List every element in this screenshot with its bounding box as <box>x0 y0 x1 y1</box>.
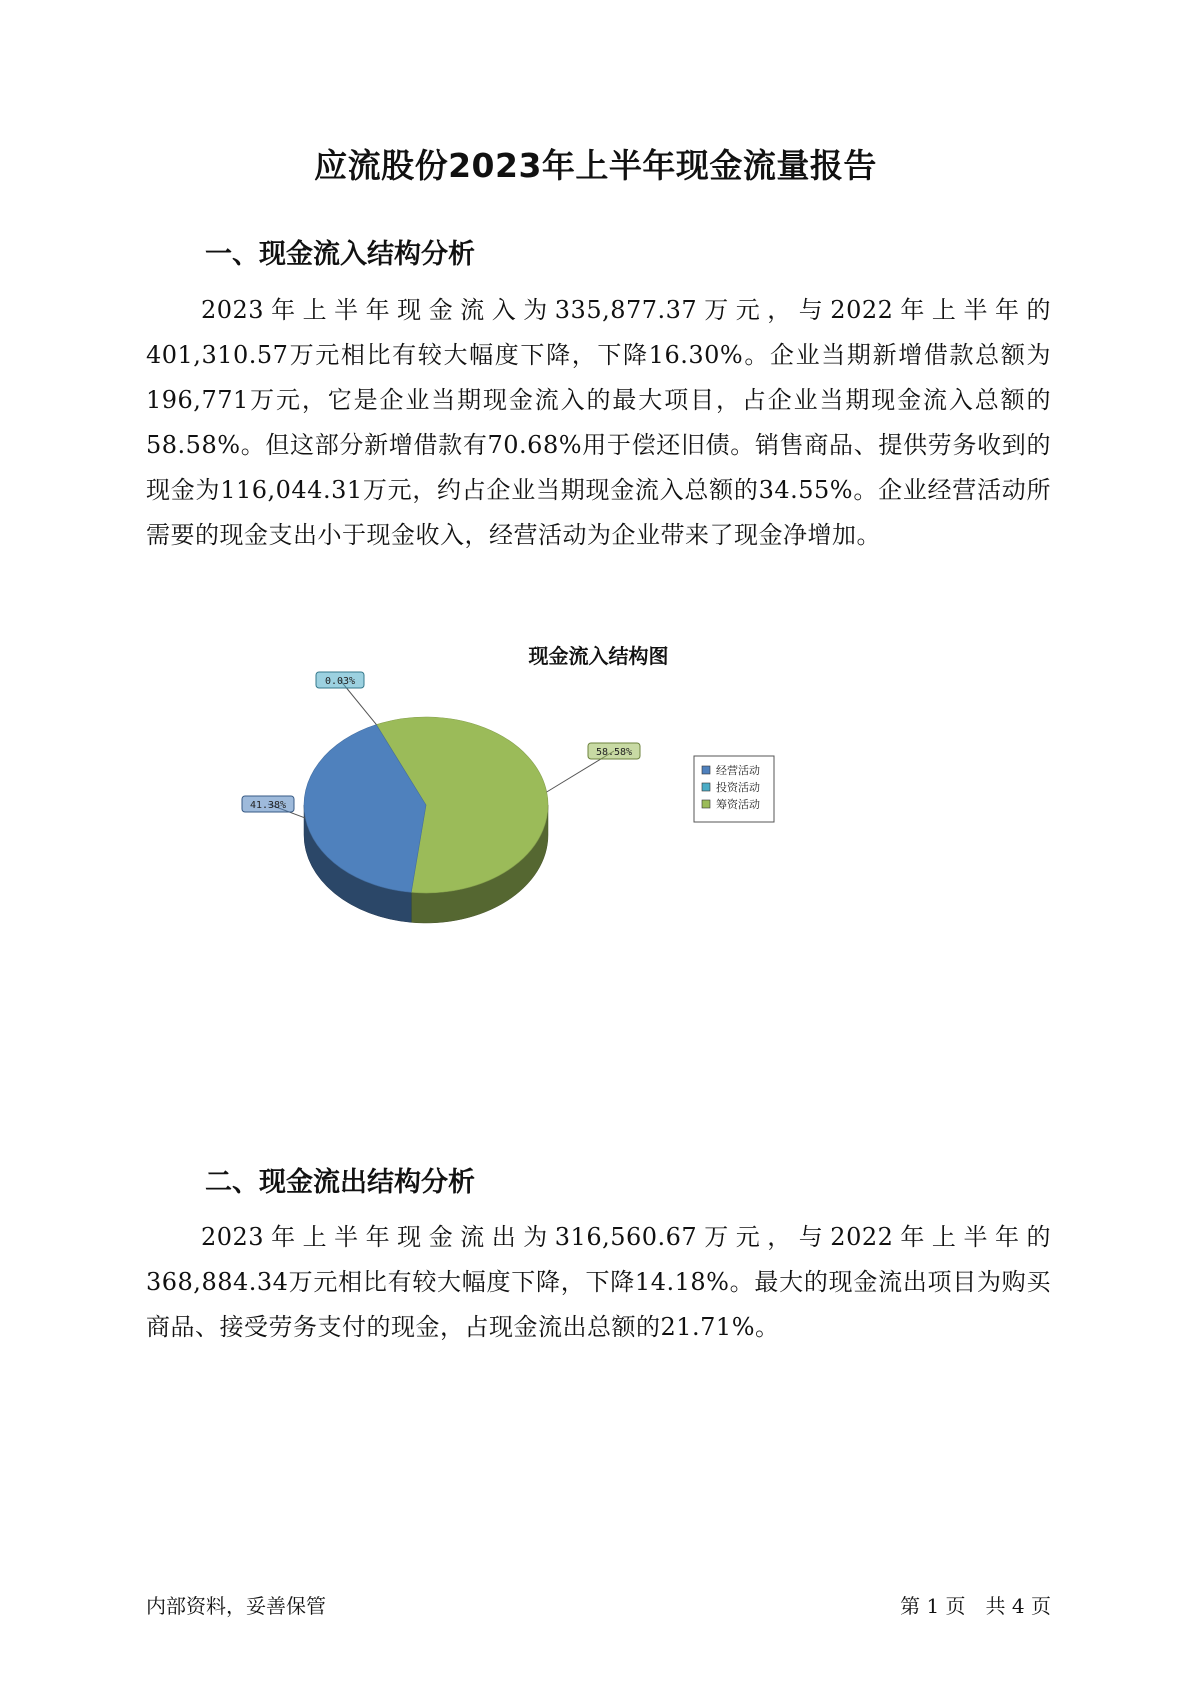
pie-chart-svg <box>146 630 1051 960</box>
data-label-0: 41.38% <box>249 800 287 811</box>
footer-confidential: 内部资料，妥善保管 <box>146 1594 326 1618</box>
legend-label-1: 投资活动 <box>716 781 760 794</box>
legend-label-2: 筹资活动 <box>716 798 760 811</box>
footer-page-number: 第 1 页 共 4 页 <box>900 1594 1051 1618</box>
section1-heading: 一、现金流入结构分析 <box>205 239 475 270</box>
section2-paragraph: 2023年上半年现金流出为316,560.67万元，与2022年上半年的368,884.34万元相比有较大幅度下降，下降14.18%。最大的现金流出项目为购买商品、接受劳务支付的现金，占现金流出总额的21.71%。 <box>146 1223 1051 1341</box>
data-label-1: 0.03% <box>324 676 356 687</box>
data-label-2: 58.58% <box>595 747 633 758</box>
section2-heading: 二、现金流出结构分析 <box>205 1167 475 1198</box>
section1-paragraph: 2023年上半年现金流入为335,877.37万元，与2022年上半年的401,310.57万元相比有较大幅度下降，下降16.30%。企业当期新增借款总额为196,771万元，它是企业当期现金流入的最大项目，占企业当期现金流入总额的58.58%。但这部分新增借款有70.68%用于偿还旧债。销售商品、提供劳务收到的现金为116,044.31万元，约占企业当期现金流入总额的34.55%。企业经营活动所需要的现金支出小于现金收入，经营活动为企业带来了现金净增加。 <box>146 296 1051 549</box>
legend-swatch-1 <box>702 783 710 791</box>
cash-inflow-chart <box>146 630 1051 960</box>
legend-swatch-0 <box>702 766 710 774</box>
legend-label-0: 经营活动 <box>716 764 760 777</box>
document-title: 应流股份2023年上半年现金流量报告 <box>314 146 877 185</box>
legend-swatch-2 <box>702 800 710 808</box>
chart-title: 现金流入结构图 <box>528 644 669 668</box>
